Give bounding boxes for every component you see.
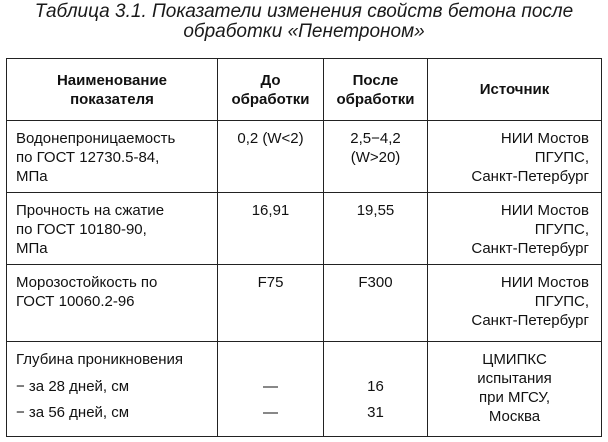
caption-line-1: Таблица 3.1. Показатели изменения свойств бетона после — [34, 1, 574, 22]
subrow-2-label: − за 56 дней, см — [16, 404, 130, 421]
row-2-source: НИИ Мостов ПГУПС, Санкт-Петербург — [428, 193, 602, 265]
row-2-name: Прочность на сжатие по ГОСТ 10180-90, МПа — [7, 193, 218, 265]
caption-line-2: обработки «Пенетроном» — [183, 21, 425, 42]
header-source: Источник — [428, 59, 602, 121]
row-4-name: Глубина проникновения − за 28 дней, см − за 56 дней, см — [7, 342, 218, 437]
subrow-1-before: — — [263, 378, 278, 395]
header-row — [7, 59, 602, 121]
row-1-source: НИИ Мостов ПГУПС, Санкт-Петербург — [428, 121, 602, 193]
table-row — [7, 193, 602, 265]
properties-table — [6, 58, 602, 437]
row-4-source: ЦМИПКС испытания при МГСУ, Москва — [428, 342, 602, 437]
row-3-source: НИИ Мостов ПГУПС, Санкт-Петербург — [428, 265, 602, 342]
table-row — [7, 265, 602, 342]
table-row — [7, 121, 602, 193]
subrow-2-before: — — [263, 404, 278, 421]
header-name: Наименование показателя — [7, 59, 218, 121]
row-4-before — [218, 342, 324, 437]
table-row — [7, 342, 602, 437]
subrow-2-after: 31 — [367, 404, 384, 421]
row-3-after: F300 — [324, 265, 428, 342]
row-2-before: 16,91 — [218, 193, 324, 265]
row-4-after — [324, 342, 428, 437]
row-3-before: F75 — [218, 265, 324, 342]
subrow-1-label: − за 28 дней, см — [16, 378, 130, 395]
row-1-after: 2,5−4,2 (W>20) — [324, 121, 428, 193]
header-after: После обработки — [324, 59, 428, 121]
subrow-1-after: 16 — [367, 378, 384, 395]
row-1-before: 0,2 (W<2) — [218, 121, 324, 193]
row-1-name: Водонепроницаемость по ГОСТ 12730.5-84, МПа — [7, 121, 218, 193]
row-3-name: Морозостойкость по ГОСТ 10060.2-96 — [7, 265, 218, 342]
table-caption — [0, 2, 608, 42]
header-before: До обработки — [218, 59, 324, 121]
row-2-after: 19,55 — [324, 193, 428, 265]
